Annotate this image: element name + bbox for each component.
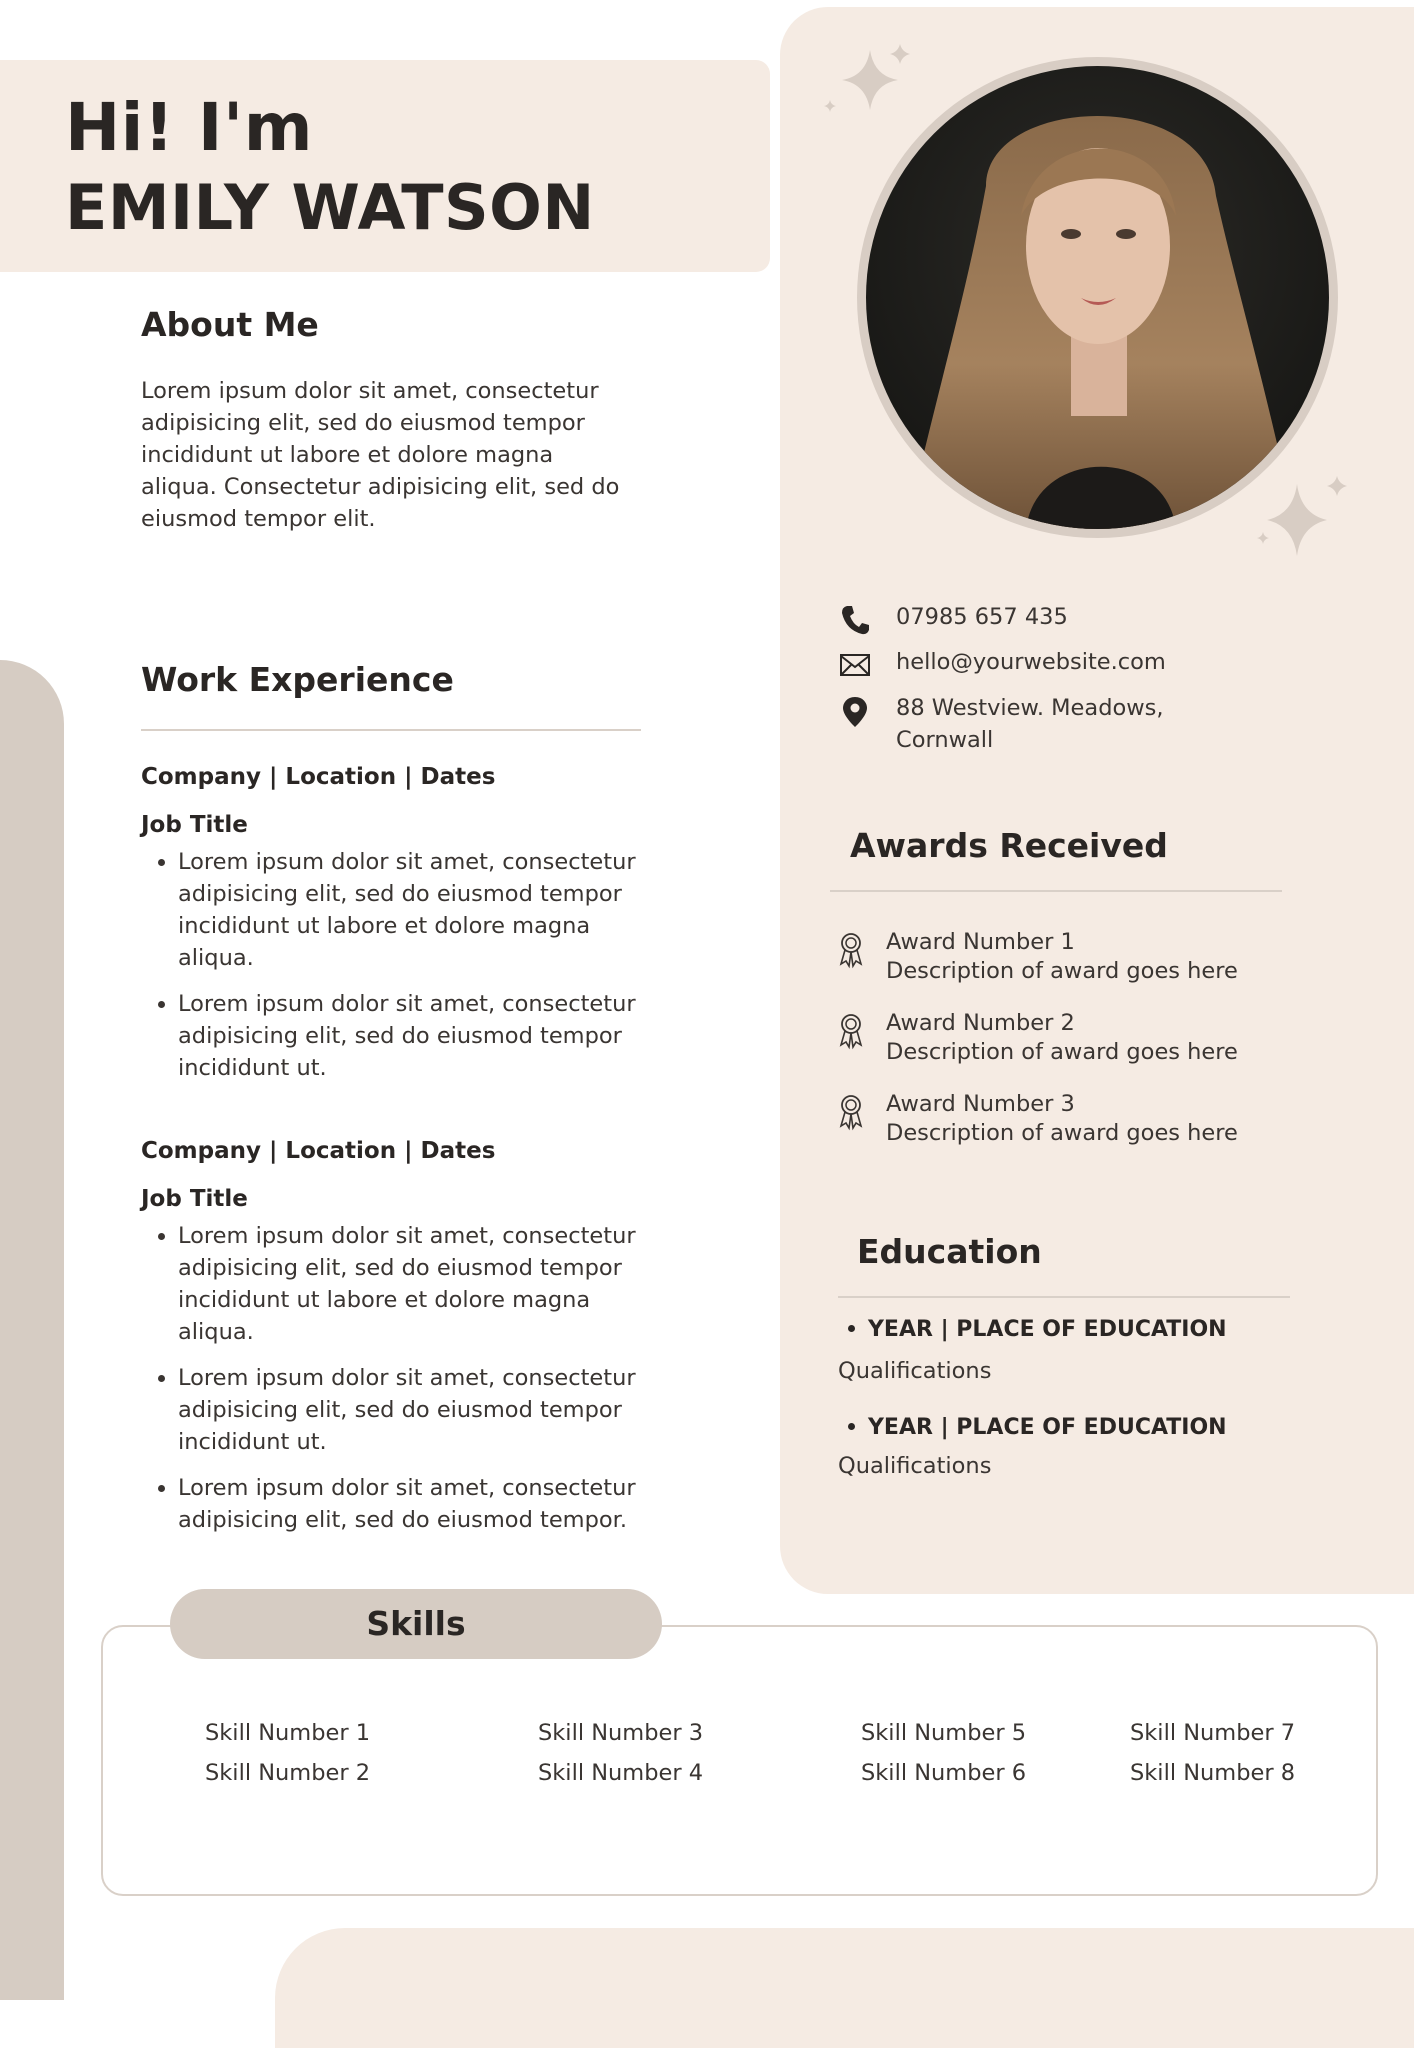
award-ribbon-icon xyxy=(836,1092,866,1132)
divider xyxy=(141,729,641,731)
skill-item: Skill Number 8 xyxy=(1130,1760,1296,1786)
job-title: Job Title xyxy=(141,812,248,838)
award-ribbon-icon xyxy=(836,930,866,970)
bullet-icon xyxy=(848,1325,855,1332)
full-name: EMILY WATSON xyxy=(65,171,595,244)
education-heading-text: YEAR | PLACE OF EDUCATION xyxy=(868,1415,1227,1440)
email-address: hello@yourwebsite.com xyxy=(896,649,1166,675)
phone-icon xyxy=(838,603,872,637)
job-bullets xyxy=(141,1220,661,1536)
award-ribbon-icon xyxy=(836,1011,866,1051)
skill-item: Skill Number 6 xyxy=(861,1760,1027,1786)
about-title: About Me xyxy=(141,305,319,344)
award-name: Award Number 3 xyxy=(886,1091,1075,1117)
job-bullet: • Lorem ipsum dolor sit amet, consectetur adipisicing elit, sed do eiusmod tempor. xyxy=(178,1472,661,1536)
job-title: Job Title xyxy=(141,1186,248,1212)
location-pin-icon xyxy=(838,695,872,729)
profile-photo xyxy=(866,66,1329,529)
greeting: Hi! I'm xyxy=(65,89,313,166)
skill-item: Skill Number 3 xyxy=(538,1720,704,1746)
skill-item: Skill Number 7 xyxy=(1130,1720,1296,1746)
job-meta: Company | Location | Dates xyxy=(141,764,496,790)
education-qualification: Qualifications xyxy=(838,1358,992,1384)
awards-title: Awards Received xyxy=(850,826,1168,865)
skill-item: Skill Number 5 xyxy=(861,1720,1027,1746)
skill-item: Skill Number 4 xyxy=(538,1760,704,1786)
address-line-2: Cornwall xyxy=(896,727,994,753)
address-line-1: 88 Westview. Meadows, xyxy=(896,695,1164,721)
job-meta: Company | Location | Dates xyxy=(141,1138,496,1164)
award-name: Award Number 1 xyxy=(886,929,1075,955)
award-description: Description of award goes here xyxy=(886,1039,1238,1065)
phone-number: 07985 657 435 xyxy=(896,604,1068,630)
job-bullets xyxy=(141,846,661,1084)
job-entry xyxy=(141,762,661,1098)
award-description: Description of award goes here xyxy=(886,1120,1238,1146)
about-text: Lorem ipsum dolor sit amet, consectetur adipisicing elit, sed do eiusmod tempor incididunt ut labore et dolore magna aliqua. Consectetur adipisicing elit, sed do eiusmod tempor elit. xyxy=(141,378,620,532)
work-experience-title: Work Experience xyxy=(141,660,454,699)
job-bullet: • Lorem ipsum dolor sit amet, consectetur adipisicing elit, sed do eiusmod tempor incididunt ut. xyxy=(178,988,661,1084)
education-heading xyxy=(848,1415,1227,1440)
left-decorative-strip xyxy=(0,660,64,2000)
mail-icon xyxy=(838,648,872,682)
education-heading-text: YEAR | PLACE OF EDUCATION xyxy=(868,1317,1227,1342)
education-qualification: Qualifications xyxy=(838,1453,992,1479)
sparkle-icon xyxy=(820,40,920,130)
education-title: Education xyxy=(857,1232,1042,1271)
skill-item: Skill Number 1 xyxy=(205,1720,371,1746)
divider xyxy=(838,1296,1290,1298)
bullet-icon xyxy=(848,1423,855,1430)
job-entry xyxy=(141,1136,661,1550)
job-bullet: • Lorem ipsum dolor sit amet, consectetur adipisicing elit, sed do eiusmod tempor incididunt ut. xyxy=(178,1362,661,1458)
job-bullet: • Lorem ipsum dolor sit amet, consectetur adipisicing elit, sed do eiusmod tempor incididunt ut labore et dolore magna aliqua. xyxy=(178,1220,661,1348)
award-name: Award Number 2 xyxy=(886,1010,1075,1036)
skills-title: Skills xyxy=(366,1604,466,1643)
divider xyxy=(830,890,1282,892)
bottom-decorative-block xyxy=(275,1928,1414,2048)
sparkle-icon xyxy=(1255,470,1355,565)
education-heading xyxy=(848,1317,1227,1342)
job-bullet: • Lorem ipsum dolor sit amet, consectetur adipisicing elit, sed do eiusmod tempor incididunt ut labore et dolore magna aliqua. xyxy=(178,846,661,974)
skill-item: Skill Number 2 xyxy=(205,1760,371,1786)
award-description: Description of award goes here xyxy=(886,958,1238,984)
